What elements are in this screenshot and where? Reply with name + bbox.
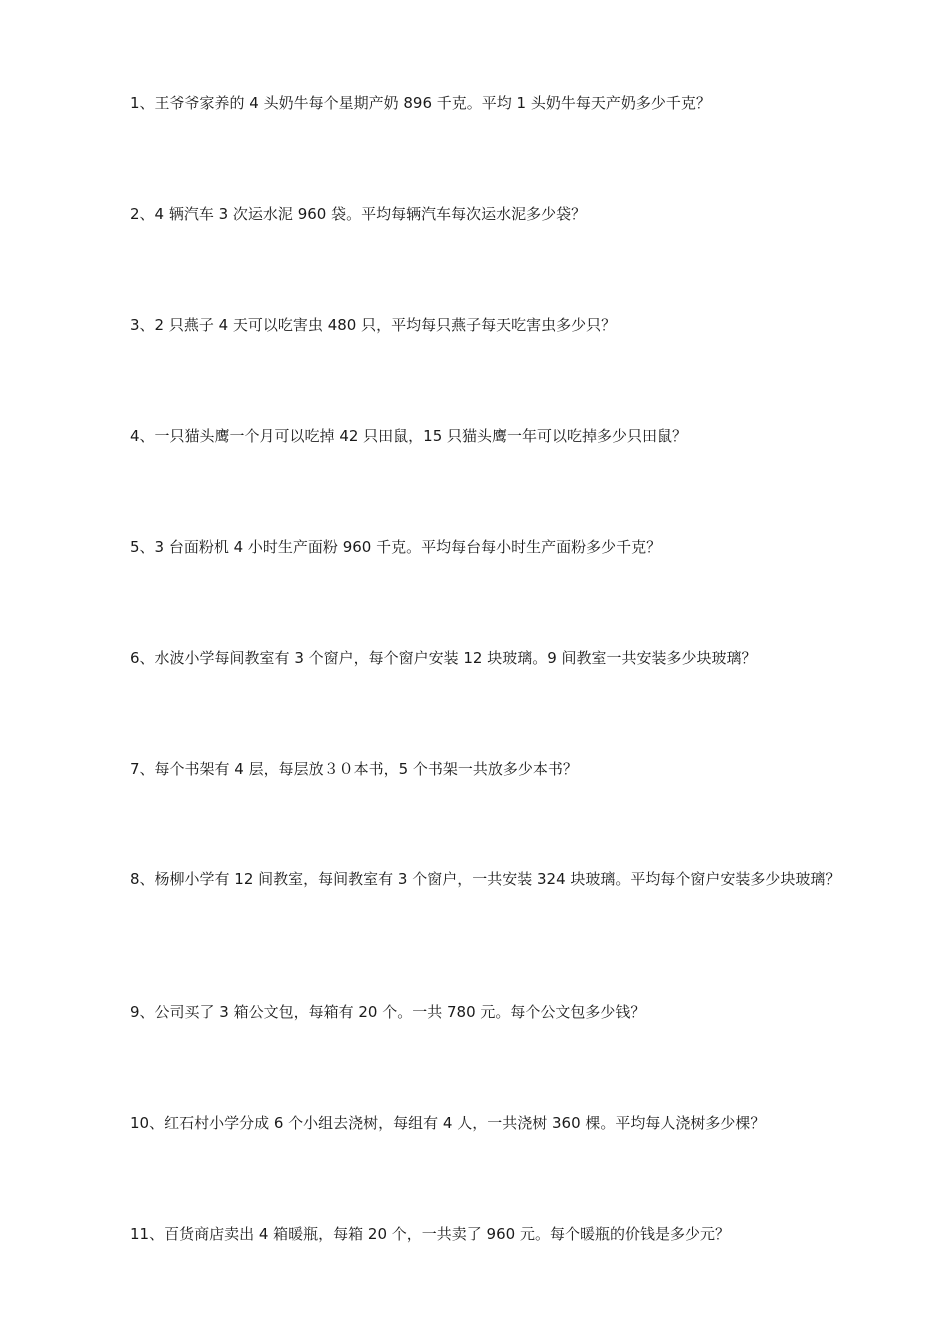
problem-2: 2、4 辆汽车 3 次运水泥 960 袋。平均每辆汽车每次运水泥多少袋？ (130, 205, 587, 223)
problem-11: 11、百货商店卖出 4 箱暖瓶，每箱 20 个，一共卖了 960 元。每个暖瓶的价钱是多少元？ (130, 1225, 730, 1243)
problem-8: 8、杨柳小学有 12 间教室，每间教室有 3 个窗户，一共安装 324 块玻璃。平均每个窗户安装多少块玻璃？ (130, 870, 841, 888)
problem-9: 9、公司买了 3 箱公文包，每箱有 20 个。一共 780 元。每个公文包多少钱？ (130, 1003, 646, 1021)
problem-3: 3、2 只燕子 4 天可以吃害虫 480 只，平均每只燕子每天吃害虫多少只？ (130, 316, 617, 334)
problem-5: 5、3 台面粉机 4 小时生产面粉 960 千克。平均每台每小时生产面粉多少千克？ (130, 538, 662, 556)
problem-7: 7、每个书架有 4 层，每层放３０本书，5 个书架一共放多少本书？ (130, 760, 578, 778)
problem-6: 6、水波小学每间教室有 3 个窗户，每个窗户安装 12 块玻璃。9 间教室一共安装多少块玻璃？ (130, 649, 757, 667)
problem-10: 10、红石村小学分成 6 个小组去浇树，每组有 4 人，一共浇树 360 棵。平均每人浇树多少棵？ (130, 1114, 766, 1132)
problem-1: 1、王爷爷家养的 4 头奶牛每个星期产奶 896 千克。平均 1 头奶牛每天产奶多少千克？ (130, 94, 711, 112)
problem-4: 4、一只猫头鹰一个月可以吃掉 42 只田鼠，15 只猫头鹰一年可以吃掉多少只田鼠？ (130, 427, 688, 445)
